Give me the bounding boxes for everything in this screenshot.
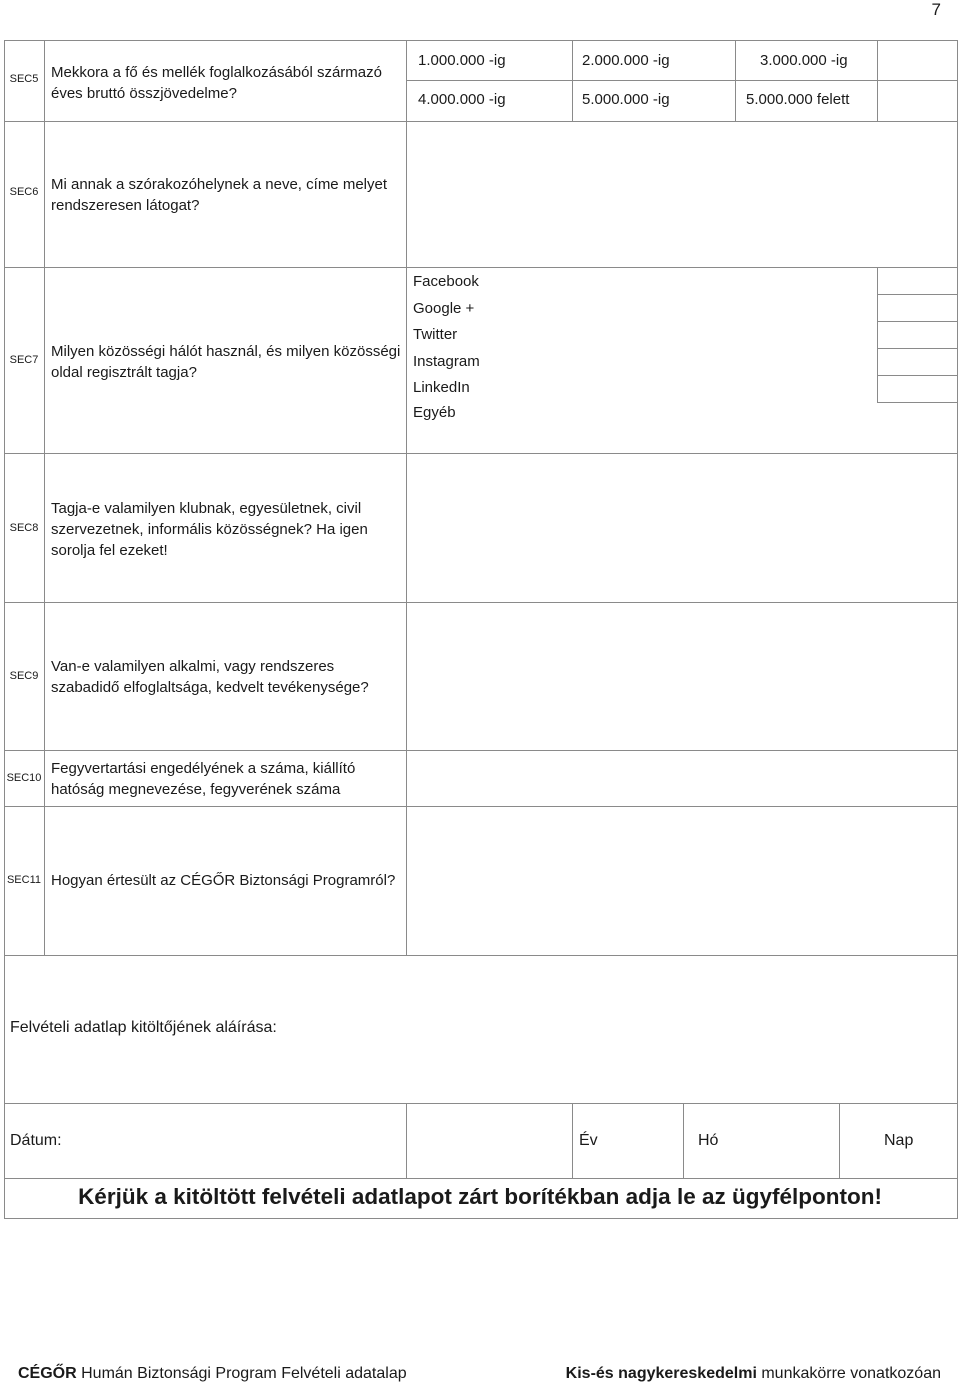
question-text: Hogyan értesült az CÉGŐR Biztonsági Programról?	[51, 872, 396, 889]
question-text: Tagja-e valamilyen klubnak, egyesületnek, civil szervezetnek, informális közösségnek? Ha igen sorolja fel ezeket!	[51, 500, 368, 559]
date-year-label: Év	[579, 1132, 598, 1149]
income-option-5[interactable]: 5.000.000 -ig	[582, 91, 670, 108]
social-option-google: Google +	[413, 300, 475, 317]
footer-scope-bold: Kis-és nagykereskedelmi	[565, 1365, 757, 1382]
social-option-facebook: Facebook	[413, 273, 479, 290]
social-option-other: Egyéb	[413, 404, 456, 421]
signature-field[interactable]	[407, 956, 957, 1103]
question-code: SEC7	[9, 354, 39, 366]
answer-field-sec6[interactable]	[407, 122, 957, 267]
income-option-2[interactable]: 2.000.000 -ig	[582, 52, 670, 69]
checkbox-google[interactable]	[878, 295, 957, 321]
income-option-6[interactable]: 5.000.000 felett	[746, 91, 850, 108]
question-text: Fegyvertartási engedélyének a száma, kiállító hatóság megnevezése, fegyverének száma	[51, 760, 356, 798]
question-text: Milyen közösségi hálót használ, és milyen közösségi oldal regisztrált tagja?	[51, 343, 401, 381]
checkbox-instagram[interactable]	[878, 349, 957, 375]
question-code: SEC5	[9, 73, 39, 85]
footer-left	[18, 1365, 407, 1383]
page-number: 7	[931, 0, 941, 19]
income-option-1[interactable]: 1.000.000 -ig	[418, 52, 506, 69]
income-option-4[interactable]: 4.000.000 -ig	[418, 91, 506, 108]
date-day-label: Nap	[884, 1132, 914, 1149]
checkbox-facebook[interactable]	[878, 268, 957, 294]
answer-field-sec11[interactable]	[407, 807, 957, 955]
date-year-field[interactable]	[407, 1104, 572, 1178]
signature-label: Felvételi adatlap kitöltőjének aláírása:	[10, 1019, 277, 1036]
social-option-linkedin: LinkedIn	[413, 379, 470, 396]
answer-field-sec9[interactable]	[407, 603, 957, 750]
date-month-field[interactable]	[573, 1104, 683, 1178]
question-code: SEC6	[9, 186, 39, 198]
question-text: Mi annak a szórakozóhelynek a neve, címe melyet rendszeresen látogat?	[51, 176, 387, 214]
checkbox-linkedin[interactable]	[878, 376, 957, 402]
date-label: Dátum:	[10, 1132, 62, 1149]
footer-title: Humán Biztonsági Program Felvételi adatalap	[76, 1365, 407, 1382]
date-day-field[interactable]	[684, 1104, 839, 1178]
question-code: SEC8	[9, 522, 39, 534]
question-code: SEC11	[6, 874, 42, 886]
footer-brand: CÉGŐR	[18, 1365, 77, 1382]
checkbox-twitter[interactable]	[878, 322, 957, 348]
submission-notice: Kérjük a kitöltött felvételi adatlapot zárt borítékban adja le az ügyfélponton!	[78, 1184, 882, 1209]
date-month-label: Hó	[698, 1132, 719, 1149]
footer-right	[566, 1365, 941, 1383]
social-option-instagram: Instagram	[413, 353, 480, 370]
question-code: SEC9	[9, 670, 39, 682]
social-option-twitter: Twitter	[413, 326, 458, 343]
answer-field-sec10[interactable]	[407, 751, 957, 806]
answer-field-sec8[interactable]	[407, 454, 957, 602]
question-text: Mekkora a fő és mellék foglalkozásából származó éves bruttó összjövedelme?	[51, 64, 382, 102]
question-text: Van-e valamilyen alkalmi, vagy rendszeres szabadidő elfoglaltsága, kedvelt tevékenysége?	[51, 658, 369, 696]
income-option-3[interactable]: 3.000.000 -ig	[760, 52, 848, 69]
question-code: SEC10	[6, 772, 42, 784]
footer-scope: munkakörre vonatkozóan	[756, 1365, 941, 1382]
